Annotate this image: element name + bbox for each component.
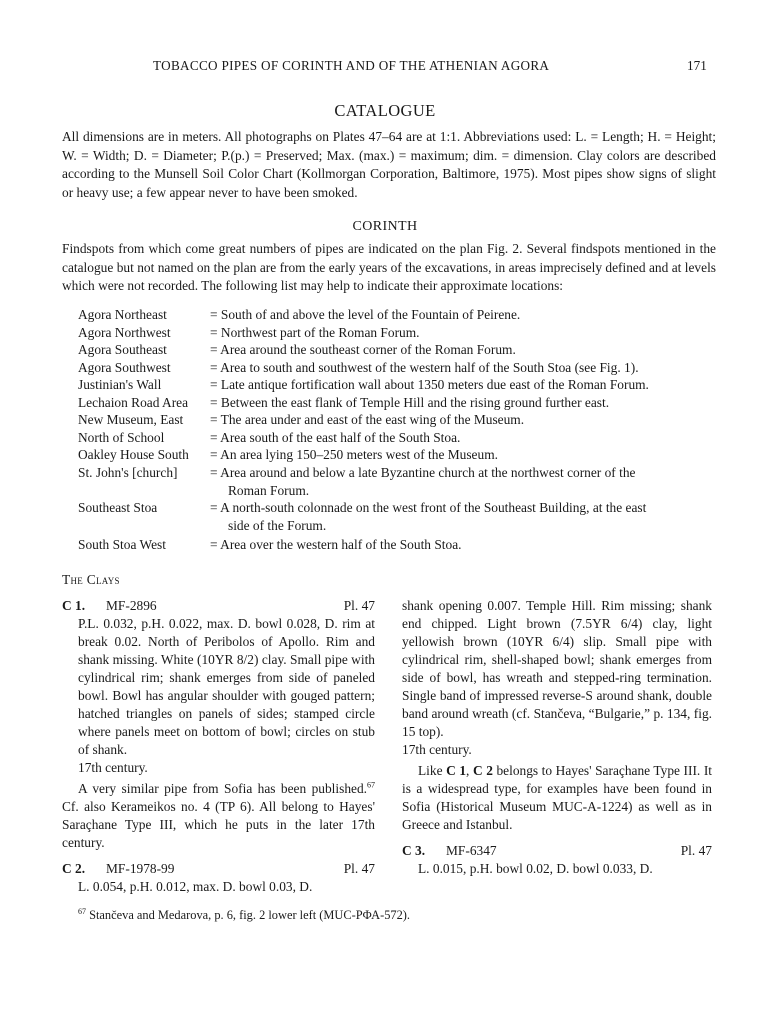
location-desc: = Area over the western half of the South Stoa.: [210, 537, 462, 552]
entry-number: C 2.: [62, 861, 86, 876]
plate-reference: Pl. 47: [343, 598, 375, 613]
location-desc-line: = A north-south colonnade on the west front of the Southeast Building, at the east: [210, 500, 647, 515]
inventory-number: MF-1978-99: [106, 861, 175, 876]
location-name: Oakley House South: [78, 447, 189, 462]
location-desc: = Between the east flank of Temple Hill and the rising ground further east.: [210, 394, 610, 410]
location-desc: = South of and above the level of the Fountain of Peirene.: [210, 307, 521, 322]
footnote-number: 67: [78, 906, 86, 916]
clays-heading: The Clays: [62, 572, 120, 587]
comment-text: belongs to Hayes' Saraçhane Type III. It is a widespread type, for examples have been found in Sofia (Historical Museum MUC-A-1224) as well as in Greece and Istanbul.: [402, 763, 713, 832]
location-desc: [210, 499, 704, 534]
location-name: Agora Northwest: [78, 324, 171, 340]
corinth-title: CORINTH: [352, 219, 418, 234]
entry-comment: [402, 762, 712, 834]
location-name: New Museum, East: [78, 412, 184, 427]
location-desc: = The area under and east of the east wing of the Museum.: [210, 412, 525, 427]
plate-reference: Pl. 47: [343, 861, 375, 876]
location-desc: = Late antique fortification wall about 1350 meters due east of the Roman Forum.: [210, 377, 649, 392]
entry-description: L. 0.015, p.H. bowl 0.02, D. bowl 0.033, D.: [418, 861, 653, 876]
entry-date: 17th century.: [78, 760, 148, 775]
location-name: South Stoa West: [78, 537, 166, 552]
footnote: [78, 908, 410, 923]
footnote-ref: 67: [367, 780, 375, 790]
comment-text: Cf. also Kerameikos no. 4 (TP 6). All belong to Hayes' Saraçhane Type III, which he puts in the later 17th century.: [62, 799, 375, 850]
entry-ref: C 2: [472, 763, 493, 778]
entry-description-continued: shank opening 0.007. Temple Hill. Rim missing; shank end chipped. Light brown (7.5YR 6/4) clay, light yellowish brown (10YR 6/4) slip. Small pipe with cylindrical rim, shell-shaped bowl; shank emerges from side of bowl, has wreath and stepped-ring termination. Single band of impressed reverse-S around shank, double band around wreath (cf. Stančeva, “Bulgarie,” p. 134, fig. 15 top).: [402, 598, 712, 739]
entry-number: C 3.: [402, 843, 426, 858]
running-title: TOBACCO PIPES OF CORINTH AND OF THE ATHENIAN AGORA: [153, 58, 550, 73]
comment-text: Like: [418, 763, 447, 778]
location-desc-line: = Area around and below a late Byzantine church at the northwest corner of the: [210, 465, 636, 480]
entry-description: P.L. 0.032, p.H. 0.022, max. D. bowl 0.028, D. rim at break 0.02. North of Peribolos of Apollo. Rim and shank missing. White (10YR 8/2) clay. Small pipe with cylindrical rim; shank emerges from side of paneled bowl. Bowl has angular shoulder with gouged pattern; hatched triangles on panels of sides; stamped circle where panels meet on bottom of bowl; circles on stub of shank.: [78, 616, 375, 757]
location-desc-line: Roman Forum.: [228, 482, 310, 498]
entry-ref: C 1: [446, 763, 467, 778]
entry-description: L. 0.054, p.H. 0.012, max. D. bowl 0.03, D.: [78, 879, 313, 894]
right-column: [402, 597, 712, 878]
footnote-text: Stančeva and Medarova, p. 6, fig. 2 lower left (MUC-ΡΦΑ-572).: [86, 908, 411, 922]
location-name: St. John's [church]: [78, 465, 178, 480]
location-name: Agora Southeast: [78, 342, 167, 357]
location-name: Southeast Stoa: [78, 500, 158, 515]
comment-text: A very similar pipe from Sofia has been published.: [78, 781, 367, 796]
entry-header-c3: [402, 842, 712, 860]
inventory-number: MF-6347: [446, 843, 497, 858]
catalogue-intro: All dimensions are in meters. All photographs on Plates 47–64 are at 1:1. Abbreviations used: L. = Length; H. = Height; W. = Width; D. = Diameter; P.(p.) = Preserved; Max. (max.) = maximum; dim. = dimension. Clay colors are described according to the Munsell Soil Color Chart (Kollmorgan Corporation, Baltimore, 1975). Most pipes show signs of slight or heavy use; a few appear never to have been smoked.: [62, 129, 716, 200]
location-desc: = Area to south and southwest of the western half of the South Stoa (see Fig. 1).: [210, 359, 639, 375]
entry-comment: [62, 780, 375, 852]
comment-text: ,: [466, 763, 473, 778]
entry-date: 17th century.: [402, 742, 472, 757]
location-desc: [210, 464, 704, 499]
inventory-number: MF-2896: [106, 598, 157, 613]
entry-header-c1: [62, 597, 375, 615]
location-name: Lechaion Road Area: [78, 394, 189, 410]
location-name: Agora Northeast: [78, 307, 167, 322]
location-name: North of School: [78, 429, 165, 445]
findspots-paragraph: Findspots from which come great numbers of pipes are indicated on the plan Fig. 2. Several findspots mentioned in the catalogue but not named on the plan are from the early years of the excavations, in areas imprecisely defined and at levels which were not recorded. The following list may help to indicate their approximate locations:: [62, 241, 716, 293]
page-number: 171: [687, 58, 707, 73]
location-name: Agora Southwest: [78, 359, 171, 375]
entry-number: C 1.: [62, 598, 86, 613]
location-desc: = Area south of the east half of the South Stoa.: [210, 429, 461, 445]
entry-header-c2: [62, 860, 375, 878]
location-desc: = Northwest part of the Roman Forum.: [210, 324, 420, 340]
left-column: [62, 597, 375, 896]
location-desc: = An area lying 150–250 meters west of the Museum.: [210, 447, 498, 462]
plate-reference: Pl. 47: [680, 843, 712, 858]
location-desc-line: side of the Forum.: [228, 517, 327, 533]
location-name: Justinian's Wall: [78, 377, 162, 392]
catalogue-title: CATALOGUE: [334, 101, 436, 120]
location-desc: = Area around the southeast corner of the Roman Forum.: [210, 342, 516, 357]
